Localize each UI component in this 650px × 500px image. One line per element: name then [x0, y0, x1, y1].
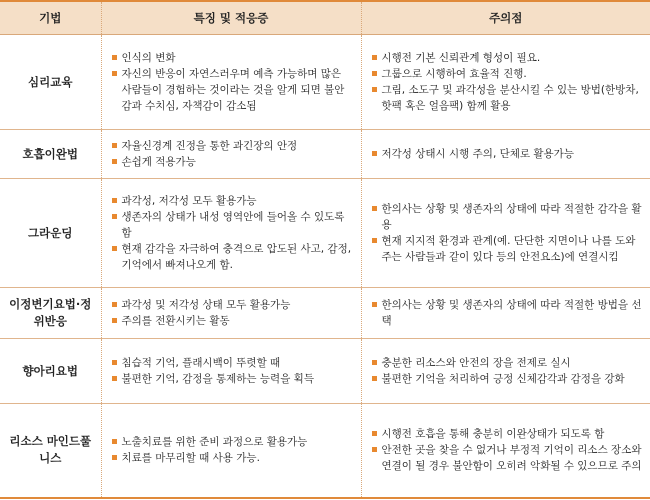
list-item: 과각성, 저각성 모두 활용가능 — [110, 193, 355, 209]
method-cell: 그라운딩 — [0, 179, 101, 288]
list-item: 인식의 변화 — [110, 50, 355, 66]
list-item: 안전한 곳을 찾을 수 없거나 부정적 기억이 리소스 장소와 연결이 될 경우 불안함이 오히려 악화될 수 있으므로 주의 — [370, 442, 645, 474]
list-item: 손쉽게 적용가능 — [110, 154, 355, 170]
list-item: 자신의 반응이 자연스러우며 예측 가능하며 많은 사람들이 경험하는 것이라는 것을 알게 되면 불안감과 수치심, 자책감이 감소됨 — [110, 66, 355, 114]
features-cell — [101, 130, 361, 179]
method-cell: 향아리요법 — [0, 339, 101, 404]
list-item: 한의사는 상황 및 생존자의 상태에 따라 적절한 방법을 선택 — [370, 297, 645, 329]
features-cell — [101, 339, 361, 404]
list-item: 현재 감각을 자극하여 충격으로 압도된 사고, 감정, 기억에서 빠져나오게 함. — [110, 241, 355, 273]
header-features: 특징 및 적응증 — [101, 1, 361, 35]
cautions-cell — [361, 339, 650, 404]
list-item: 노출치료를 위한 준비 과정으로 활용가능 — [110, 434, 355, 450]
features-cell — [101, 35, 361, 130]
list-item: 주의를 전환시키는 활동 — [110, 313, 355, 329]
list-item: 저각성 상태시 시행 주의, 단체로 활용가능 — [370, 146, 645, 162]
list-item: 그룹으로 시행하여 효율적 진행. — [370, 66, 645, 82]
list-item: 시행전 호흡을 통해 충분히 이완상태가 되도록 함 — [370, 426, 645, 442]
list-item: 시행전 기본 신뢰관계 형성이 필요. — [370, 50, 645, 66]
table-row — [0, 35, 650, 130]
cautions-cell — [361, 35, 650, 130]
table-row — [0, 404, 650, 498]
list-item: 한의사는 상황 및 생존자의 상태에 따라 적절한 감각을 활용 — [370, 201, 645, 233]
features-cell — [101, 288, 361, 339]
features-cell — [101, 179, 361, 288]
list-item: 생존자의 상태가 내성 영역안에 들어올 수 있도록 함 — [110, 209, 355, 241]
header-method: 기법 — [0, 1, 101, 35]
table-row — [0, 179, 650, 288]
list-item: 과각성 및 저각성 상태 모두 활용가능 — [110, 297, 355, 313]
header-row — [0, 1, 650, 35]
method-cell: 이정변기요법·정위반응 — [0, 288, 101, 339]
method-cell: 리소스 마인드풀니스 — [0, 404, 101, 498]
list-item: 불편한 기억, 감정을 통제하는 능력을 획득 — [110, 371, 355, 387]
table-row — [0, 339, 650, 404]
list-item: 불편한 기억을 처리하여 긍정 신체감각과 감정을 강화 — [370, 371, 645, 387]
list-item: 치료를 마무리할 때 사용 가능. — [110, 450, 355, 466]
table-row — [0, 130, 650, 179]
method-cell: 심리교육 — [0, 35, 101, 130]
cautions-cell — [361, 179, 650, 288]
table-row — [0, 288, 650, 339]
cautions-cell — [361, 288, 650, 339]
method-cell: 호흡이완법 — [0, 130, 101, 179]
list-item: 그림, 소도구 및 과각성을 분산시킬 수 있는 방법(한방차, 핫팩 혹은 얼음팩) 함께 활용 — [370, 82, 645, 114]
list-item: 자율신경계 진정을 통한 과긴장의 안정 — [110, 138, 355, 154]
features-cell — [101, 404, 361, 498]
cautions-cell — [361, 130, 650, 179]
header-cautions: 주의점 — [361, 1, 650, 35]
list-item: 현재 지지적 환경과 관계(예. 단단한 지면이나 나를 도와주는 사람들과 같이 있다 등의 안전요소)에 연결시킴 — [370, 233, 645, 265]
cautions-cell — [361, 404, 650, 498]
list-item: 침습적 기억, 플래시백이 뚜렷할 때 — [110, 355, 355, 371]
list-item: 충분한 리소스와 안전의 장을 전제로 실시 — [370, 355, 645, 371]
